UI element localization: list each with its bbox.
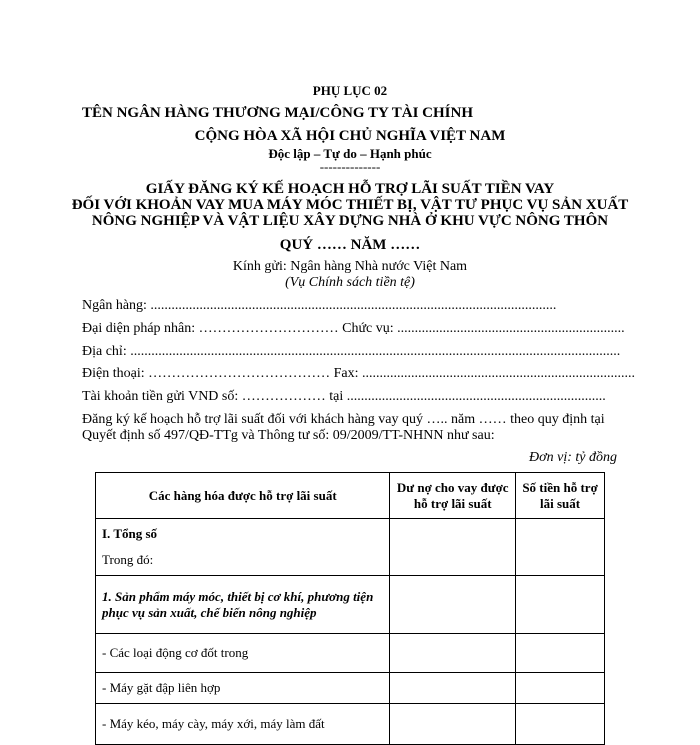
unit-label: Đơn vị: tỷ đồng: [529, 450, 617, 465]
empty-cell: [516, 673, 605, 704]
motto: Độc lập – Tự do – Hạnh phúc: [268, 146, 432, 161]
table-row: [96, 576, 605, 634]
registration-line-2: Quyết định số 497/QĐ-TTg và Thông tư số: 09/2009/TT-NHNN như sau:: [82, 428, 495, 443]
row-engines: - Các loại động cơ đốt trong: [96, 634, 390, 673]
empty-cell: [390, 634, 516, 673]
empty-cell: [390, 519, 516, 576]
field-representative: Đại diện pháp nhân: ………………………… Chức vụ: .................................................................: [82, 321, 625, 336]
field-address: Địa chỉ: ............................................................................................................................................: [82, 344, 621, 359]
table-row: [96, 519, 605, 576]
title-line-2: ĐỐI VỚI KHOẢN VAY MUA MÁY MÓC THIẾT BỊ, VẬT TƯ PHỤC VỤ SẢN XUẤT: [71, 197, 629, 213]
table-row: [96, 634, 605, 673]
table-row: [96, 673, 605, 704]
field-account: Tài khoản tiền gửi VND số: ……………… tại ..........................................................................: [82, 389, 606, 404]
institution-name: TÊN NGÂN HÀNG THƯƠNG MẠI/CÔNG TY TÀI CHÍNH: [82, 105, 474, 121]
row-harvesters: - Máy gặt đập liên hợp: [96, 673, 390, 704]
title-line-3: NÔNG NGHIỆP VÀ VẬT LIỆU XÂY DỰNG NHÀ Ở KHU VỰC NÔNG THÔN: [91, 213, 609, 229]
addressee-dept: (Vụ Chính sách tiền tệ): [285, 275, 415, 290]
empty-cell: [516, 576, 605, 634]
separator: --------------: [319, 159, 381, 174]
header-outstanding: Dư nợ cho vay được hỗ trợ lãi suất: [390, 473, 516, 519]
support-table: [95, 472, 605, 745]
empty-cell: [516, 634, 605, 673]
registration-line-1: Đăng ký kế hoạch hỗ trợ lãi suất đối với khách hàng vay quý ….. năm …… theo quy định tại: [82, 412, 605, 427]
title-line-1: GIẤY ĐĂNG KÝ KẾ HOẠCH HỖ TRỢ LÃI SUẤT TIỀN VAY: [145, 181, 555, 197]
row-total-sub: Trong đó:: [102, 552, 154, 567]
empty-cell: [390, 673, 516, 704]
table-row: [96, 704, 605, 745]
header-goods: Các hàng hóa được hỗ trợ lãi suất: [96, 473, 390, 519]
empty-cell: [390, 576, 516, 634]
row-tractors: - Máy kéo, máy cày, máy xới, máy làm đất: [96, 704, 390, 745]
row-machinery: 1. Sản phẩm máy móc, thiết bị cơ khí, phương tiện phục vụ sản xuất, chế biến nông nghiệp: [96, 576, 390, 634]
period-label: QUÝ …… NĂM ……: [279, 237, 421, 253]
header-support-amount: Số tiền hỗ trợ lãi suất: [516, 473, 605, 519]
empty-cell: [516, 704, 605, 745]
addressee: Kính gửi: Ngân hàng Nhà nước Việt Nam: [232, 259, 468, 274]
empty-cell: [516, 519, 605, 576]
table-header-row: [96, 473, 605, 519]
field-phone-fax: Điện thoại: ………………………………… Fax: ..............................................................................: [82, 366, 635, 381]
row-total-label: I. Tổng số: [102, 526, 158, 541]
appendix-label: PHỤ LỤC 02: [312, 83, 388, 98]
empty-cell: [390, 704, 516, 745]
row-total: [96, 519, 390, 576]
field-bank: Ngân hàng: ....................................................................................................................: [82, 298, 557, 313]
republic-heading: CỘNG HÒA XÃ HỘI CHỦ NGHĨA VIỆT NAM: [194, 128, 506, 144]
